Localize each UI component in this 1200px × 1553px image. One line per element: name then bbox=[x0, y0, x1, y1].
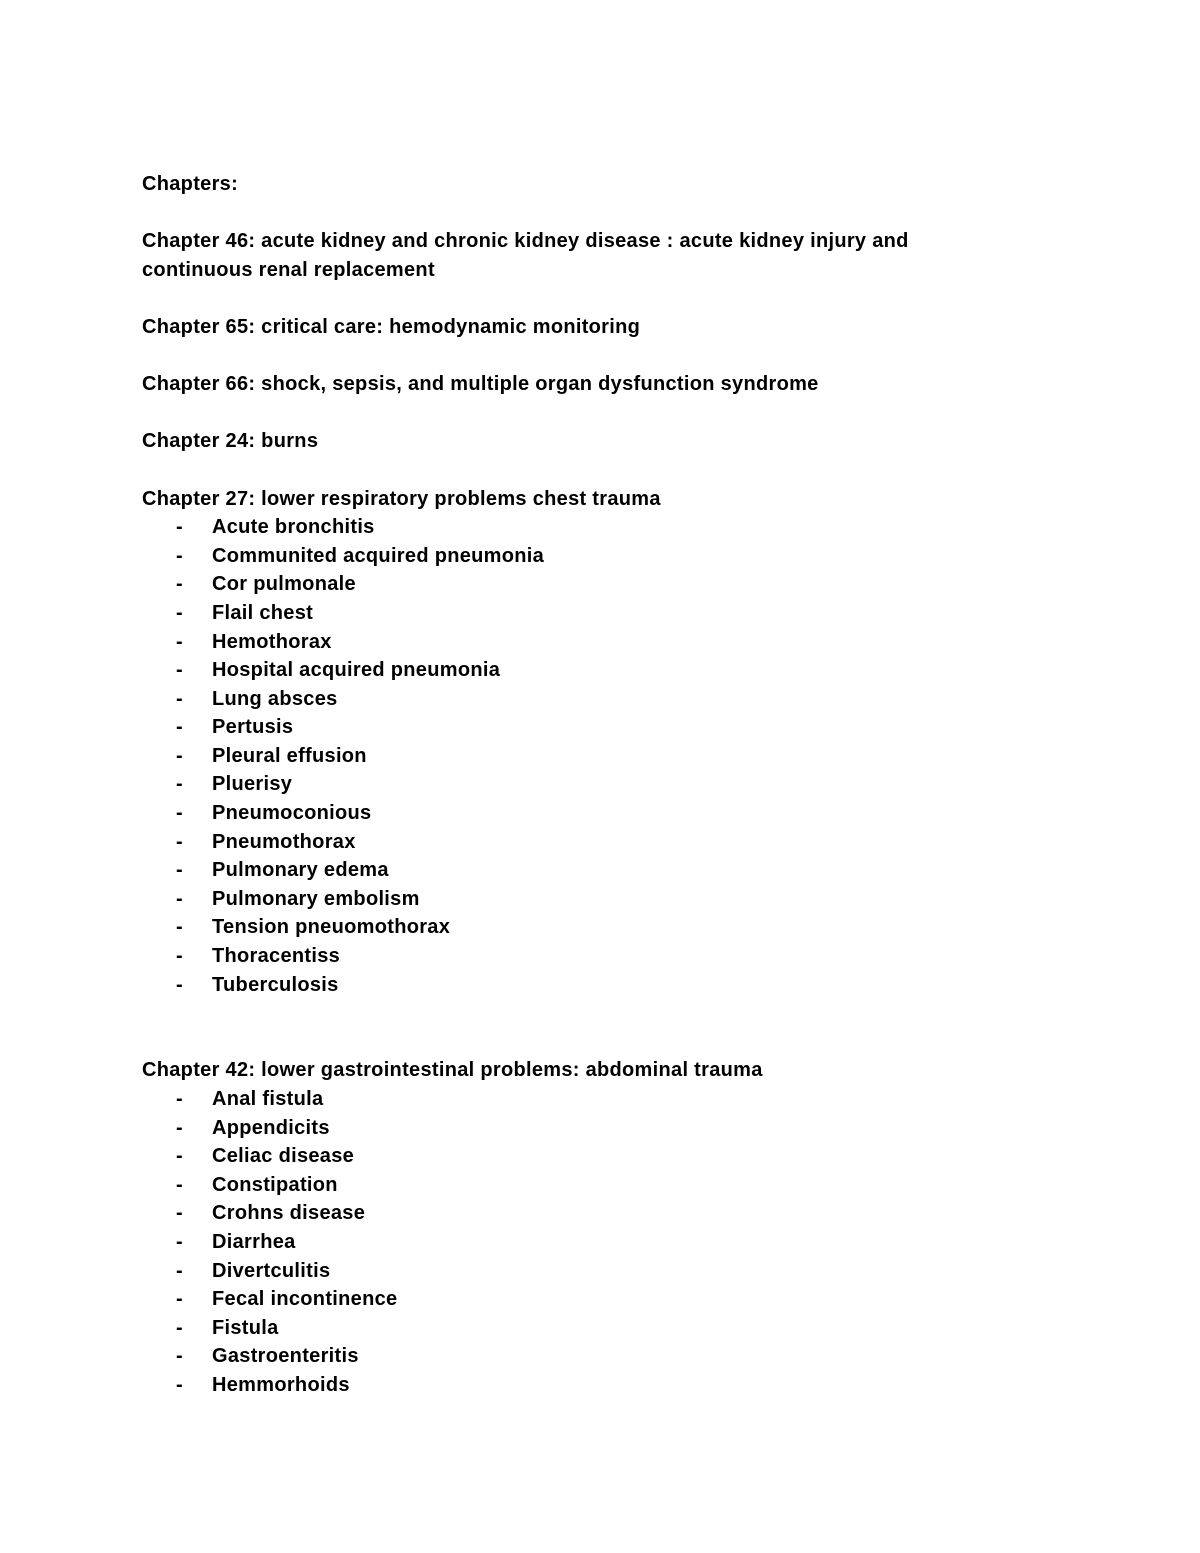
list-item bbox=[142, 1142, 1102, 1171]
bullet-dash: - bbox=[176, 630, 183, 653]
list-item bbox=[142, 570, 1102, 599]
topic-label: Pertusis bbox=[212, 716, 294, 739]
bullet-dash: - bbox=[176, 1373, 183, 1396]
topic-label: Hemothorax bbox=[212, 630, 332, 653]
topic-label: Pneumoconious bbox=[212, 802, 372, 825]
list-item bbox=[142, 713, 1102, 742]
topic-label: Acute bronchitis bbox=[212, 516, 375, 539]
bullet-dash: - bbox=[176, 887, 183, 910]
chapter-66-title: Chapter 66: shock, sepsis, and multiple organ dysfunction syndrome bbox=[142, 373, 819, 396]
list-item bbox=[142, 1199, 1102, 1228]
bullet-dash: - bbox=[176, 659, 183, 682]
topic-label: Constipation bbox=[212, 1173, 338, 1196]
bullet-dash: - bbox=[176, 916, 183, 939]
bullet-dash: - bbox=[176, 773, 183, 796]
topic-label: Pulmonary embolism bbox=[212, 887, 420, 910]
list-item bbox=[142, 770, 1102, 799]
list-item bbox=[142, 1371, 1102, 1400]
bullet-dash: - bbox=[176, 1345, 183, 1368]
bullet-dash: - bbox=[176, 830, 183, 853]
bullet-dash: - bbox=[176, 716, 183, 739]
chapter-46-title: Chapter 46: acute kidney and chronic kidney disease : acute kidney injury and continuous renal replacement bbox=[142, 230, 909, 281]
bullet-dash: - bbox=[176, 1116, 183, 1139]
topic-label: Communited acquired pneumonia bbox=[212, 544, 545, 567]
topic-label: Divertculitis bbox=[212, 1259, 331, 1282]
chapter-24-title: Chapter 24: burns bbox=[142, 430, 319, 453]
topic-label: Celiac disease bbox=[212, 1145, 355, 1168]
list-item bbox=[142, 656, 1102, 685]
topic-label: Tension pneuomothorax bbox=[212, 916, 451, 939]
chapter-65-title: Chapter 65: critical care: hemodynamic monitoring bbox=[142, 315, 641, 338]
topic-label: Pleural effusion bbox=[212, 744, 367, 767]
list-item bbox=[142, 1342, 1102, 1371]
chapter-27-title: Chapter 27: lower respiratory problems chest trauma bbox=[142, 487, 661, 510]
topic-label: Fecal incontinence bbox=[212, 1288, 398, 1311]
bullet-dash: - bbox=[176, 859, 183, 882]
topic-label: Diarrhea bbox=[212, 1230, 296, 1253]
bullet-dash: - bbox=[176, 1088, 183, 1110]
list-item bbox=[142, 1314, 1102, 1343]
document-heading: Chapters: bbox=[142, 173, 239, 195]
topic-label: Tuberculosis bbox=[212, 973, 339, 996]
list-item bbox=[142, 742, 1102, 771]
topic-label: Lung absces bbox=[212, 687, 338, 710]
list-item bbox=[142, 828, 1102, 857]
list-item bbox=[142, 1257, 1102, 1286]
bullet-dash: - bbox=[176, 601, 183, 624]
list-item bbox=[142, 971, 1102, 1000]
bullet-dash: - bbox=[176, 516, 183, 539]
bullet-dash: - bbox=[176, 802, 183, 825]
list-item bbox=[142, 513, 1102, 542]
topic-label: Cor pulmonale bbox=[212, 573, 356, 596]
bullet-dash: - bbox=[176, 687, 183, 710]
bullet-dash: - bbox=[176, 973, 183, 996]
bullet-dash: - bbox=[176, 744, 183, 767]
list-item bbox=[142, 1285, 1102, 1314]
chapter-27-topic-list bbox=[142, 513, 1102, 999]
bullet-dash: - bbox=[176, 1316, 183, 1339]
list-item bbox=[142, 628, 1102, 657]
list-item bbox=[142, 1085, 1102, 1114]
bullet-dash: - bbox=[176, 544, 183, 567]
list-item bbox=[142, 1228, 1102, 1257]
list-item bbox=[142, 542, 1102, 571]
bullet-dash: - bbox=[176, 573, 183, 596]
document-page bbox=[142, 170, 1102, 1400]
topic-label: Hemmorhoids bbox=[212, 1373, 350, 1396]
list-item bbox=[142, 856, 1102, 885]
list-item bbox=[142, 1114, 1102, 1143]
bullet-dash: - bbox=[176, 1145, 183, 1168]
list-item bbox=[142, 885, 1102, 914]
list-item bbox=[142, 685, 1102, 714]
topic-label: Pneumothorax bbox=[212, 830, 356, 853]
list-item bbox=[142, 913, 1102, 942]
chapter-42-title: Chapter 42: lower gastrointestinal problems: abdominal trauma bbox=[142, 1059, 763, 1082]
topic-label: Gastroenteritis bbox=[212, 1345, 359, 1368]
bullet-dash: - bbox=[176, 1173, 183, 1196]
chapter-42-topic-list bbox=[142, 1085, 1102, 1400]
topic-label: Pluerisy bbox=[212, 773, 293, 796]
topic-label: Appendicits bbox=[212, 1116, 330, 1139]
topic-label: Thoracentiss bbox=[212, 945, 341, 968]
topic-label: Anal fistula bbox=[212, 1088, 324, 1110]
bullet-dash: - bbox=[176, 1288, 183, 1311]
list-item bbox=[142, 799, 1102, 828]
list-item bbox=[142, 942, 1102, 971]
topic-label: Fistula bbox=[212, 1316, 279, 1339]
topic-label: Hospital acquired pneumonia bbox=[212, 659, 501, 682]
topic-label: Flail chest bbox=[212, 601, 314, 624]
list-item bbox=[142, 1171, 1102, 1200]
list-item bbox=[142, 599, 1102, 628]
topic-label: Crohns disease bbox=[212, 1202, 366, 1225]
bullet-dash: - bbox=[176, 945, 183, 968]
bullet-dash: - bbox=[176, 1202, 183, 1225]
bullet-dash: - bbox=[176, 1259, 183, 1282]
topic-label: Pulmonary edema bbox=[212, 859, 389, 882]
bullet-dash: - bbox=[176, 1230, 183, 1253]
